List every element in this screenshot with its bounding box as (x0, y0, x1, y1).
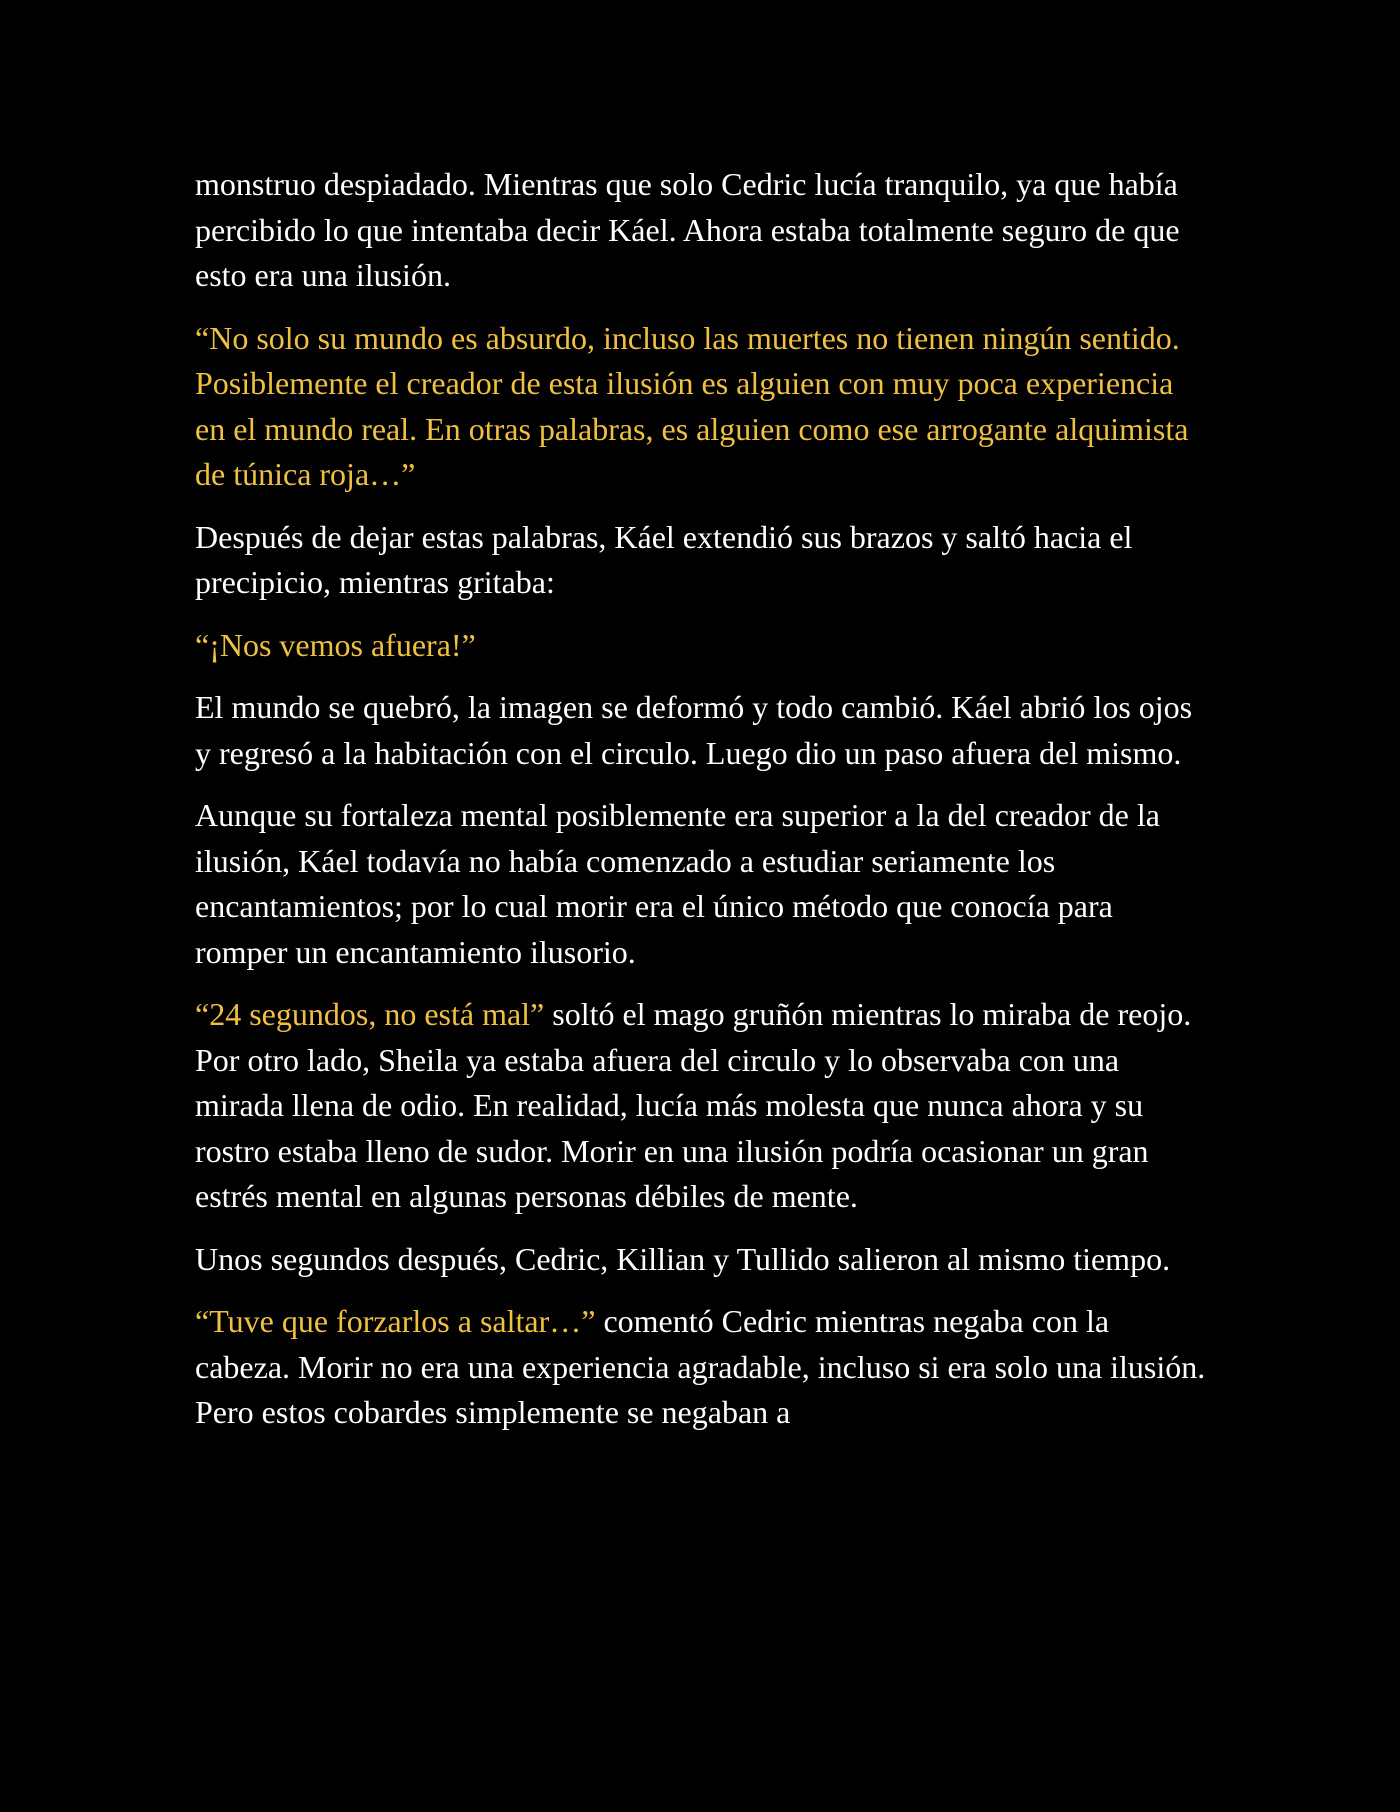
paragraph (195, 685, 1210, 776)
narration-text: El mundo se quebró, la imagen se deformó y todo cambió. Káel abrió los ojos y regresó a la habitación con el circulo. Luego dio un paso afuera del mismo. (195, 689, 1193, 771)
paragraph (195, 992, 1210, 1220)
dialogue-text: “¡Nos vemos afuera!” (195, 626, 476, 663)
dialogue-text: “24 segundos, no está mal” (195, 996, 545, 1032)
paragraph (195, 515, 1210, 606)
narration-text: monstruo despiadado. Mientras que solo Cedric lucía tranquilo, ya que había percibido lo que intentaba decir Káel. Ahora estaba totalmente seguro de que esto era una ilusión. (195, 166, 1180, 293)
page-body (195, 162, 1210, 1453)
narration-text: Aunque su fortaleza mental posiblemente era superior a la del creador de la ilusión, Káel todavía no había comenzado a estudiar seriamente los encantamientos; por lo cual morir era el único método que conocía para romper un encantamiento ilusorio. (195, 797, 1160, 970)
narration-text: Unos segundos después, Cedric, Killian y Tullido salieron al mismo tiempo. (195, 1240, 1171, 1277)
paragraph (195, 1299, 1210, 1436)
paragraph (195, 316, 1210, 498)
dialogue-text: “No solo su mundo es absurdo, incluso las muertes no tienen ningún sentido. Posiblemente el creador de esta ilusión es alguien con muy poca experiencia en el mundo real. En otras palabras, es alguien como ese arrogante alquimista de túnica roja…” (195, 319, 1189, 492)
paragraph (195, 162, 1210, 299)
narration-text: soltó el mago gruñón mientras lo miraba de reojo. Por otro lado, Sheila ya estaba afuera del circulo y lo observaba con una mirada llena de odio. En realidad, lucía más molesta que nunca ahora y su rostro estaba lleno de sudor. Morir en una ilusión podría ocasionar un gran estrés mental en algunas personas débiles de mente. (195, 996, 1192, 1214)
dialogue-text: “Tuve que forzarlos a saltar…” (195, 1303, 596, 1339)
paragraph (195, 1237, 1210, 1283)
paragraph (195, 793, 1210, 975)
narration-text: comentó Cedric mientras negaba con la cabeza. Morir no era una experiencia agradable, incluso si era solo una ilusión. Pero estos cobardes simplemente se negaban a (195, 1303, 1206, 1430)
narration-text: Después de dejar estas palabras, Káel extendió sus brazos y saltó hacia el precipicio, mientras gritaba: (195, 518, 1133, 600)
paragraph (195, 623, 1210, 669)
